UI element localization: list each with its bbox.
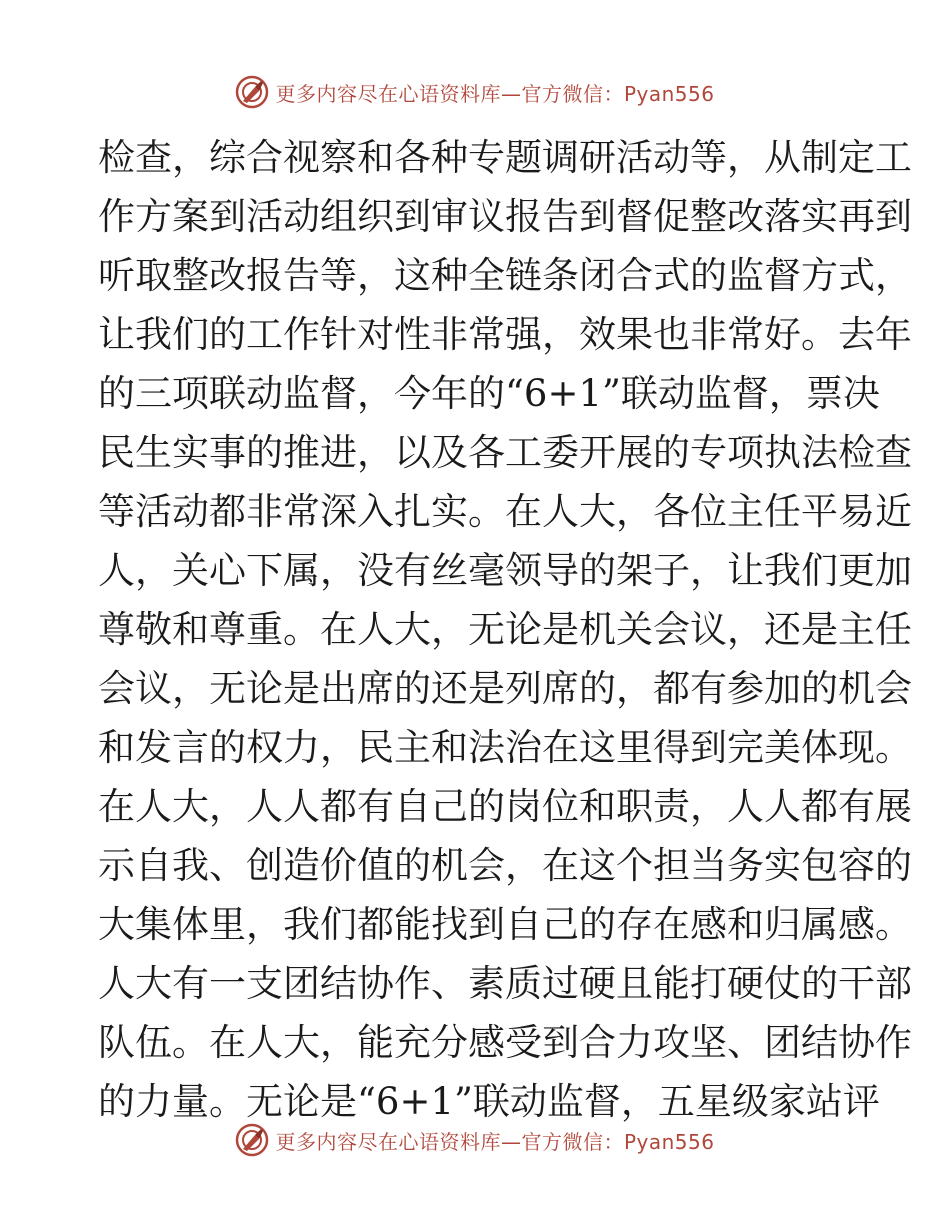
document-body <box>98 128 912 1131</box>
pen-nib-logo-icon <box>235 1123 269 1157</box>
footer-banner <box>0 1120 950 1160</box>
body-line: 示自我、创造价值的机会，在这个担当务实包容的 <box>98 844 912 887</box>
body-line: 听取整改报告等，这种全链条闭合式的监督方式， <box>98 254 912 297</box>
body-line: 民生实事的推进，以及各工委开展的专项执法检查 <box>98 431 912 474</box>
body-line: 会议，无论是出席的还是列席的，都有参加的机会 <box>98 667 912 710</box>
body-line: 检查，综合视察和各种专题调研活动等，从制定工 <box>98 136 912 179</box>
body-line: 尊敬和尊重。在人大，无论是机关会议，还是主任 <box>98 608 912 651</box>
body-line: 人大有一支团结协作、素质过硬且能打硬仗的干部 <box>98 962 912 1005</box>
body-line: 作方案到活动组织到审议报告到督促整改落实再到 <box>98 195 912 238</box>
header-banner <box>0 72 950 112</box>
body-line: 人，关心下属，没有丝毫领导的架子，让我们更加 <box>98 549 912 592</box>
body-line: 和发言的权力，民主和法治在这里得到完美体现。 <box>98 726 912 769</box>
body-line: 队伍。在人大，能充分感受到合力攻坚、团结协作 <box>98 1021 912 1064</box>
footer-banner-text: 更多内容尽在心语资料库—官方微信：Pyan556 <box>275 1129 715 1154</box>
body-line: 的三项联动监督，今年的“6+1”联动监督，票决 <box>98 372 880 415</box>
body-line: 等活动都非常深入扎实。在人大，各位主任平易近 <box>98 490 912 533</box>
body-line: 让我们的工作针对性非常强，效果也非常好。去年 <box>98 313 912 356</box>
body-line: 在人大，人人都有自己的岗位和职责，人人都有展 <box>98 785 912 828</box>
header-banner-text: 更多内容尽在心语资料库—官方微信：Pyan556 <box>275 81 715 106</box>
body-line: 的力量。无论是“6+1”联动监督，五星级家站评 <box>98 1080 880 1123</box>
pen-nib-logo-icon <box>235 75 269 109</box>
body-line: 大集体里，我们都能找到自己的存在感和归属感。 <box>98 903 912 946</box>
